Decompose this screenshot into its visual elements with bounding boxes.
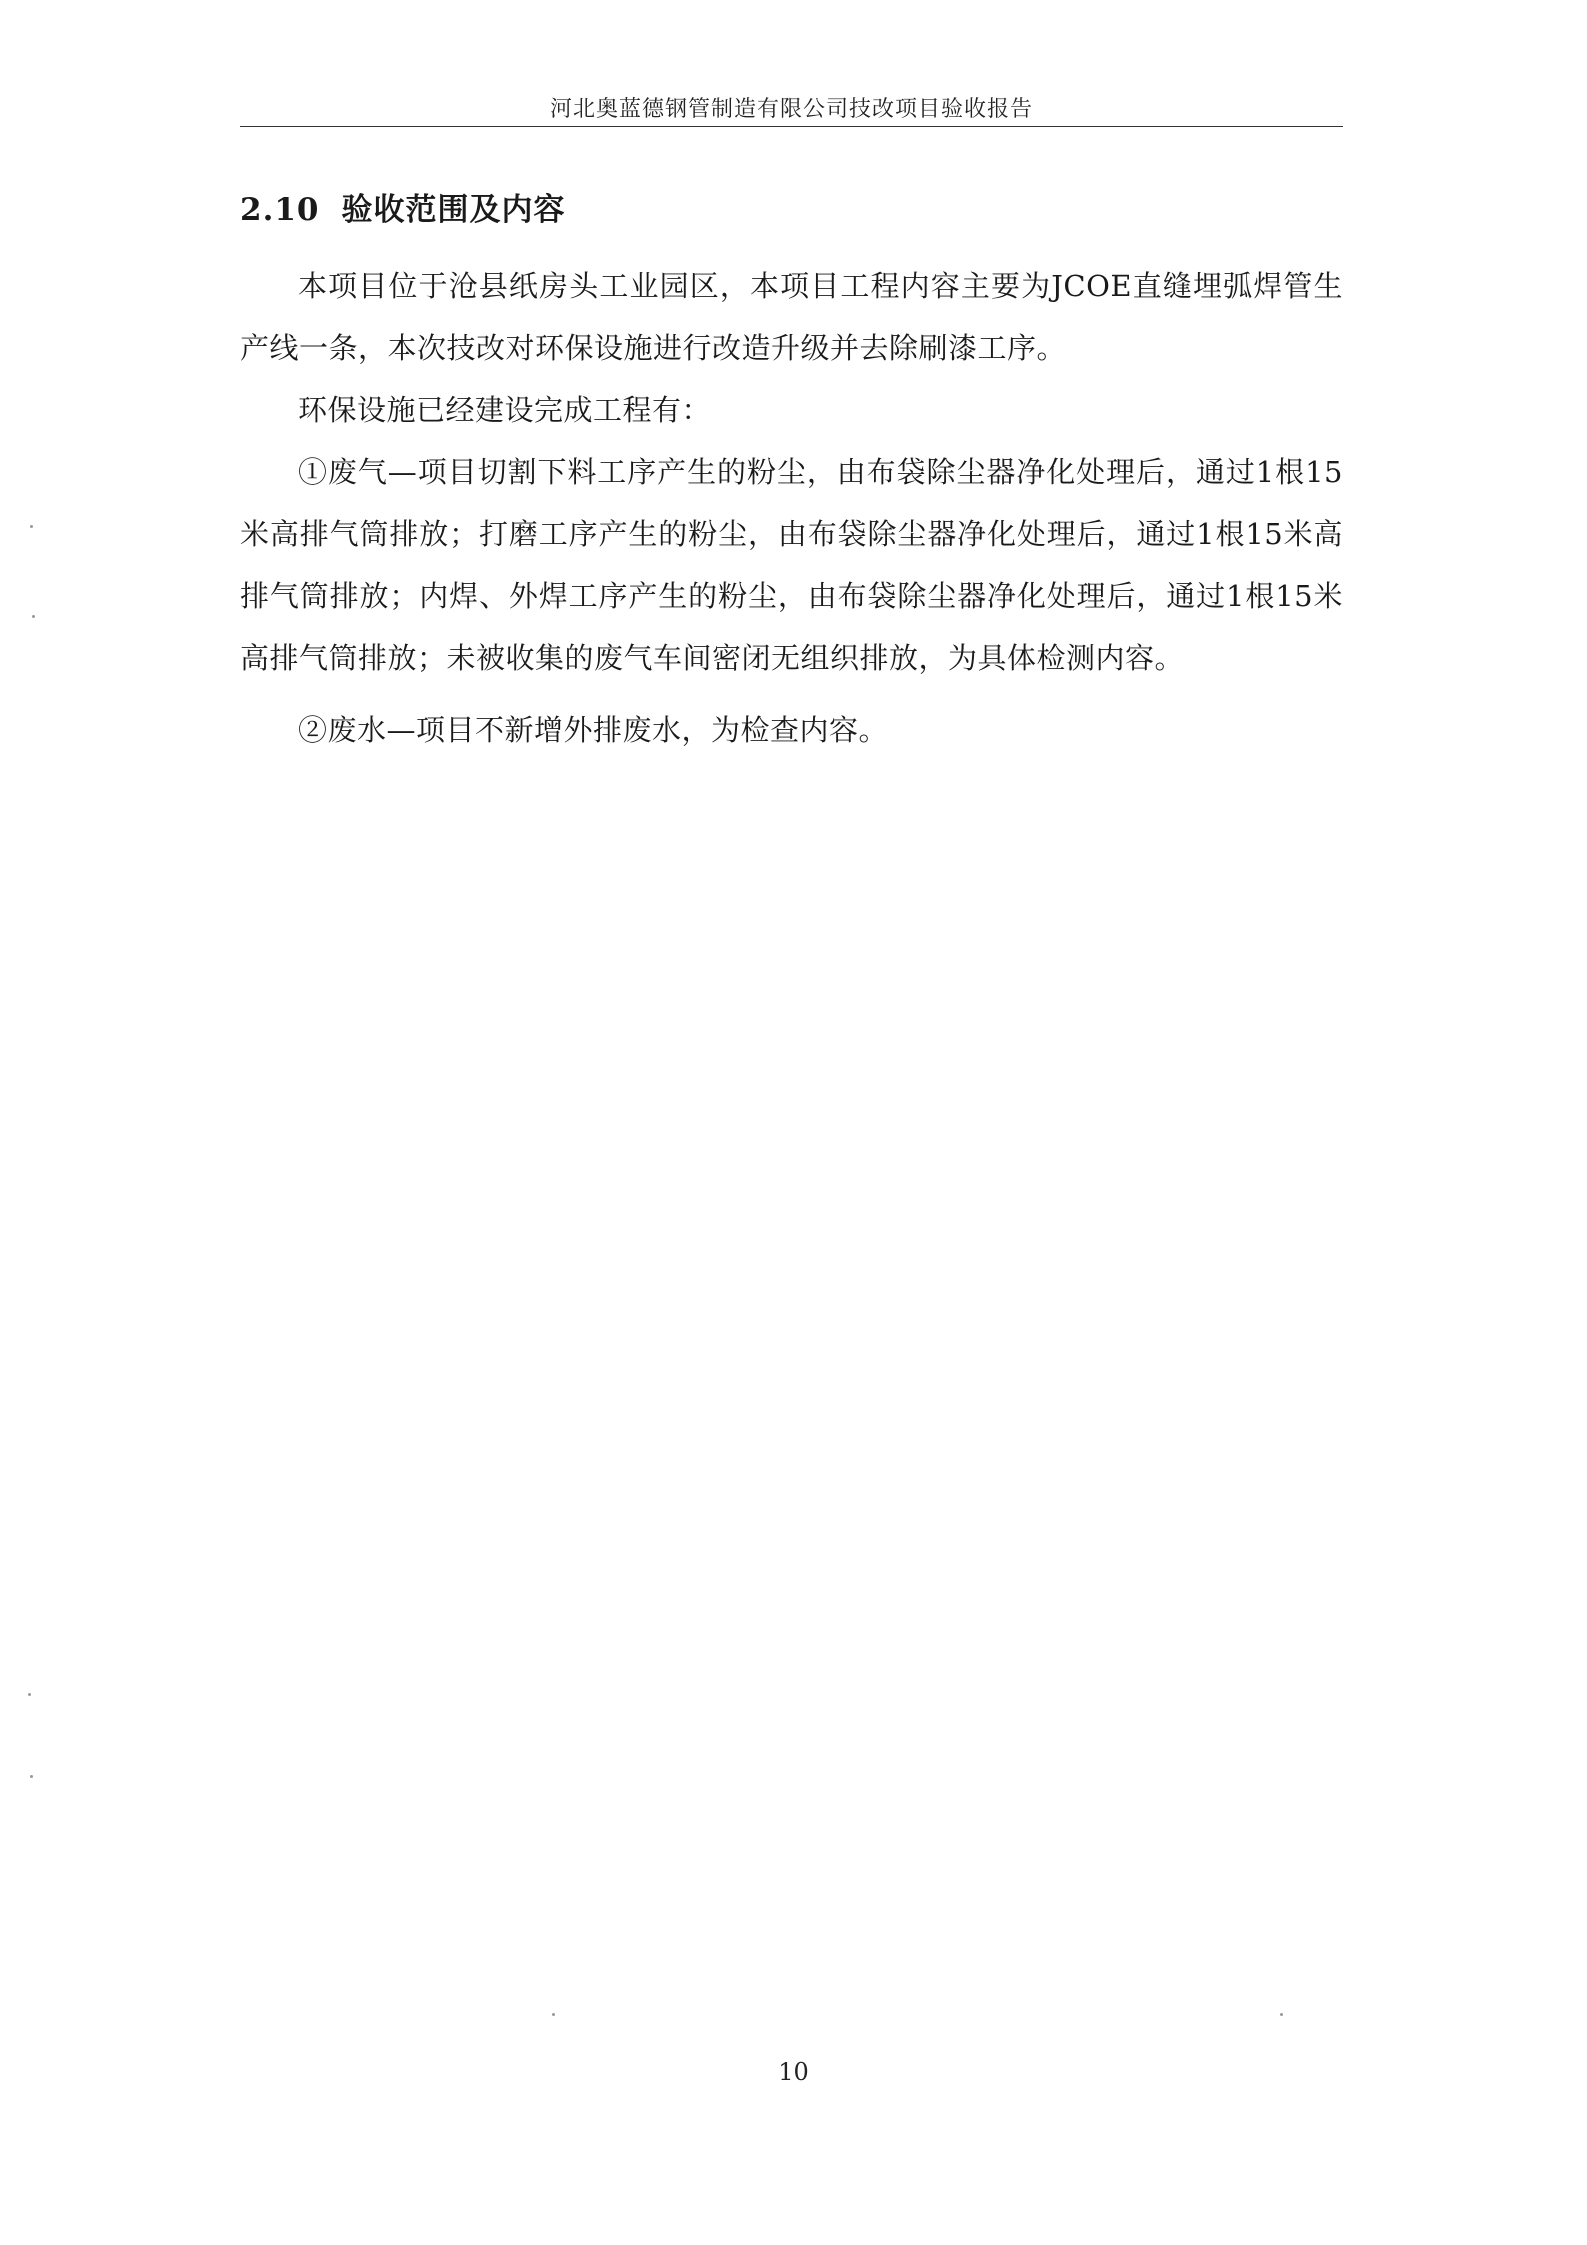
scan-speck [28,1693,31,1696]
scan-speck [30,525,33,528]
scan-speck [1280,2013,1283,2016]
section-title: 验收范围及内容 [341,192,566,228]
paragraph-item-2-wastewater: ②废水—项目不新增外排废水，为检查内容。 [298,713,889,747]
scan-speck [32,615,35,618]
page-content [240,185,1343,761]
paragraph-facilities-lead: 环保设施已经建设完成工程有： [298,393,712,427]
section-heading [240,185,1343,235]
scan-speck [552,2013,555,2016]
page-number: 10 [778,2058,809,2086]
section-number: 2.10 [240,192,320,228]
scan-speck [30,1775,33,1778]
header-rule [240,126,1343,127]
paragraph-intro: 本项目位于沧县纸房头工业园区，本项目工程内容主要为JCOE直缝埋弧焊管生产线一条，本次技改对环保设施进行改造升级并去除刷漆工序。 [240,269,1343,365]
running-header: 河北奥蓝德钢管制造有限公司技改项目验收报告 [549,97,1033,122]
paragraph-item-1-exhaust: ①废气—项目切割下料工序产生的粉尘，由布袋除尘器净化处理后，通过1根15米高排气筒排放；打磨工序产生的粉尘，由布袋除尘器净化处理后，通过1根15米高排气筒排放；内焊、外焊工序产生的粉尘，由布袋除尘器净化处理后，通过1根15米高排气筒排放；未被收集的废气车间密闭无组织排放，为具体检测内容。 [240,455,1343,675]
